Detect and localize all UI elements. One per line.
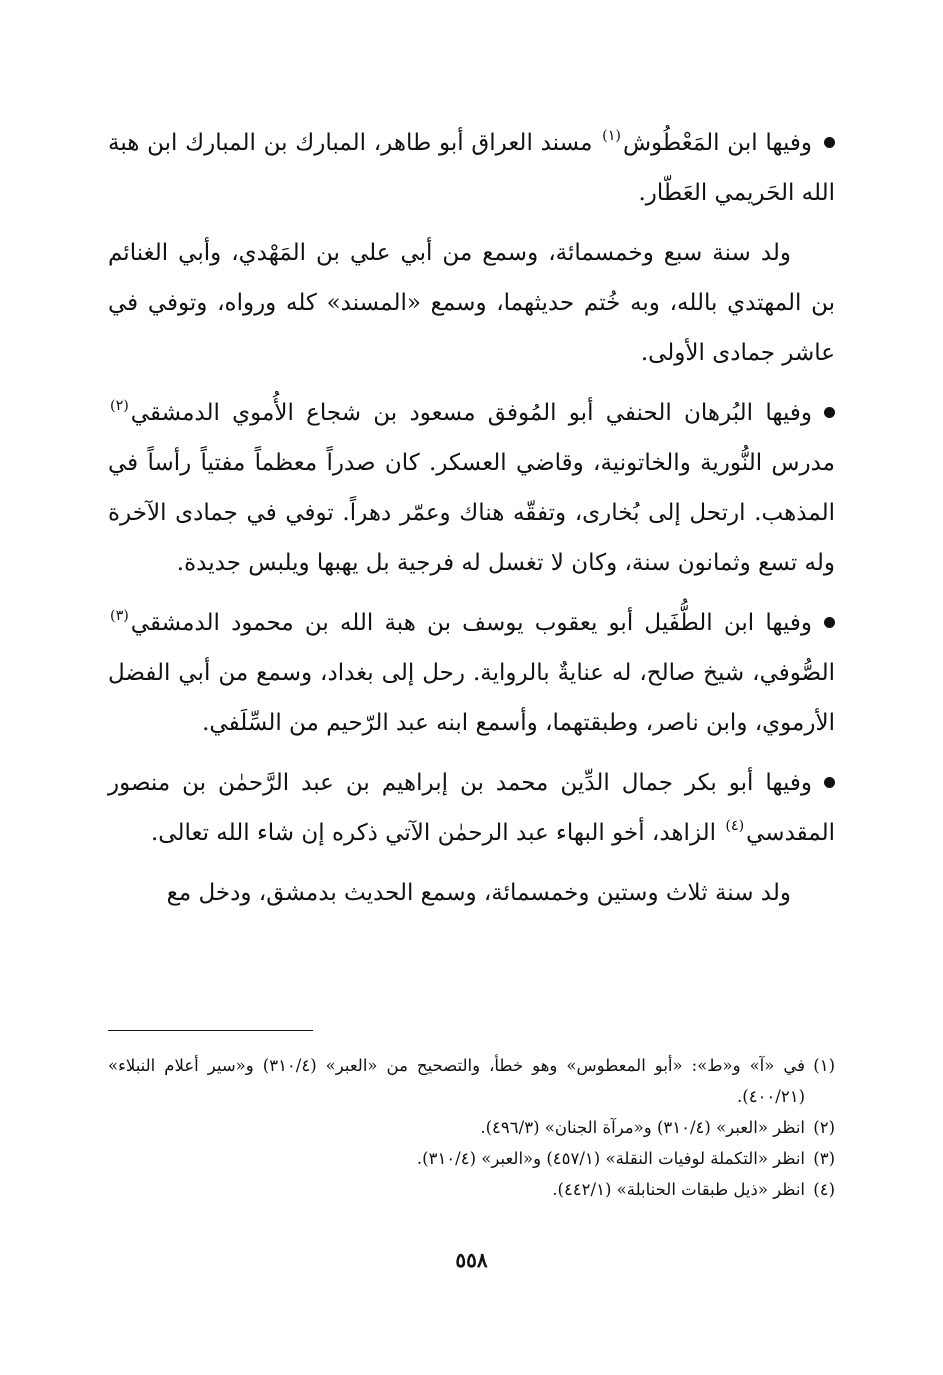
footnote-number: (٤)	[813, 1180, 835, 1199]
footnote-divider	[108, 1030, 313, 1031]
footnotes	[108, 1050, 835, 1205]
paragraph-text: مدرس النُّورية والخاتونية، وقاضي العسكر. كان صدراً معظماً مفتياً رأساً في المذهب. ارتحل إلى بُخارى، وتفقّه هناك وعمّر دهراً. توفي في جمادى الآخرة وله تسع وثمانون سنة، وكان لا تغسل له فرجية بل يهبها ويلبس جديدة.	[108, 450, 835, 576]
footnote-number: (١)	[813, 1056, 836, 1075]
bullet-icon	[824, 617, 835, 628]
footnote-1	[108, 1050, 835, 1112]
footnote-number: (٢)	[813, 1118, 835, 1137]
paragraph-text: وفيها البُرهان الحنفي أبو المُوفق مسعود بن شجاع الأُموي الدمشقي	[130, 400, 812, 426]
bullet-icon	[824, 137, 835, 148]
paragraph-al-burhan	[108, 388, 835, 588]
footnote-text: انظر «العبر» (٣١٠/٤) و«مرآة الجنان» (٤٩٦/٣).	[480, 1118, 805, 1137]
footnote-text: انظر «ذيل طبقات الحنابلة» (٤٤٢/١).	[552, 1180, 805, 1199]
paragraph-text: ولد سنة ثلاث وستين وخمسمائة، وسمع الحديث بدمشق، ودخل مع	[166, 880, 791, 906]
footnote-number: (٣)	[813, 1149, 835, 1168]
paragraph-text: وفيها أبو بكر جمال الدِّين محمد بن إبراهيم بن عبد الرَّحمٰن بن منصور المقدسي	[108, 770, 835, 846]
footnote-3	[108, 1143, 835, 1174]
footnote-4	[108, 1174, 835, 1205]
paragraph-jamal-al-din	[108, 758, 835, 858]
footnote-marker[interactable]: (٢)	[110, 398, 129, 415]
footnote-marker[interactable]: (٣)	[110, 608, 129, 625]
page-number: ٥٥٨	[455, 1248, 488, 1272]
footnote-marker[interactable]: (١)	[602, 128, 621, 145]
bullet-icon	[824, 777, 835, 788]
paragraph-ibn-al-matush	[108, 118, 835, 218]
paragraph-birth-2	[108, 868, 835, 918]
footnote-2	[108, 1112, 835, 1143]
paragraph-text: الصُّوفي، شيخ صالح، له عنايةٌ بالرواية. رحل إلى بغداد، وسمع من أبي الفضل الأرموي، وابن ناصر، وطبقتهما، وأسمع ابنه عبد الرّحيم من السِّلَفي.	[108, 660, 835, 736]
bullet-icon	[824, 407, 835, 418]
page	[108, 118, 835, 1358]
paragraph-text: ولد سنة سبع وخمسمائة، وسمع من أبي علي بن المَهْدي، وأبي الغنائم بن المهتدي بالله، وبه خُتم حديثهما، وسمع «المسند» كله ورواه، وتوفي في عاشر جمادى الأولى.	[108, 240, 836, 366]
footnote-text: في «آ» و«ط»: «أبو المعطوس» وهو خطأ، والتصحيح من «العبر» (٣١٠/٤) و«سير أعلام النبلاء» (٤٠٠/٢١).	[108, 1056, 806, 1106]
paragraph-text: وفيها ابن الطُّفَيل أبو يعقوب يوسف بن هبة الله بن محمود الدمشقي	[130, 610, 812, 636]
footnote-text: انظر «التكملة لوفيات النقلة» (٤٥٧/١) و«العبر» (٣١٠/٤).	[416, 1149, 805, 1168]
paragraph-text: وفيها ابن المَعْطُوش	[622, 130, 812, 156]
footnote-marker[interactable]: (٤)	[725, 818, 745, 835]
paragraph-text: الزاهد، أخو البهاء عبد الرحمٰن الآتي ذكره إن شاء الله تعالى.	[151, 820, 724, 846]
paragraph-text: مسند العراق أبو طاهر، المبارك بن المبارك ابن هبة الله الحَريمي العَطّار.	[108, 130, 835, 206]
paragraph-birth-1	[108, 228, 835, 378]
paragraph-ibn-al-tufayl	[108, 598, 835, 748]
main-text	[108, 118, 835, 918]
